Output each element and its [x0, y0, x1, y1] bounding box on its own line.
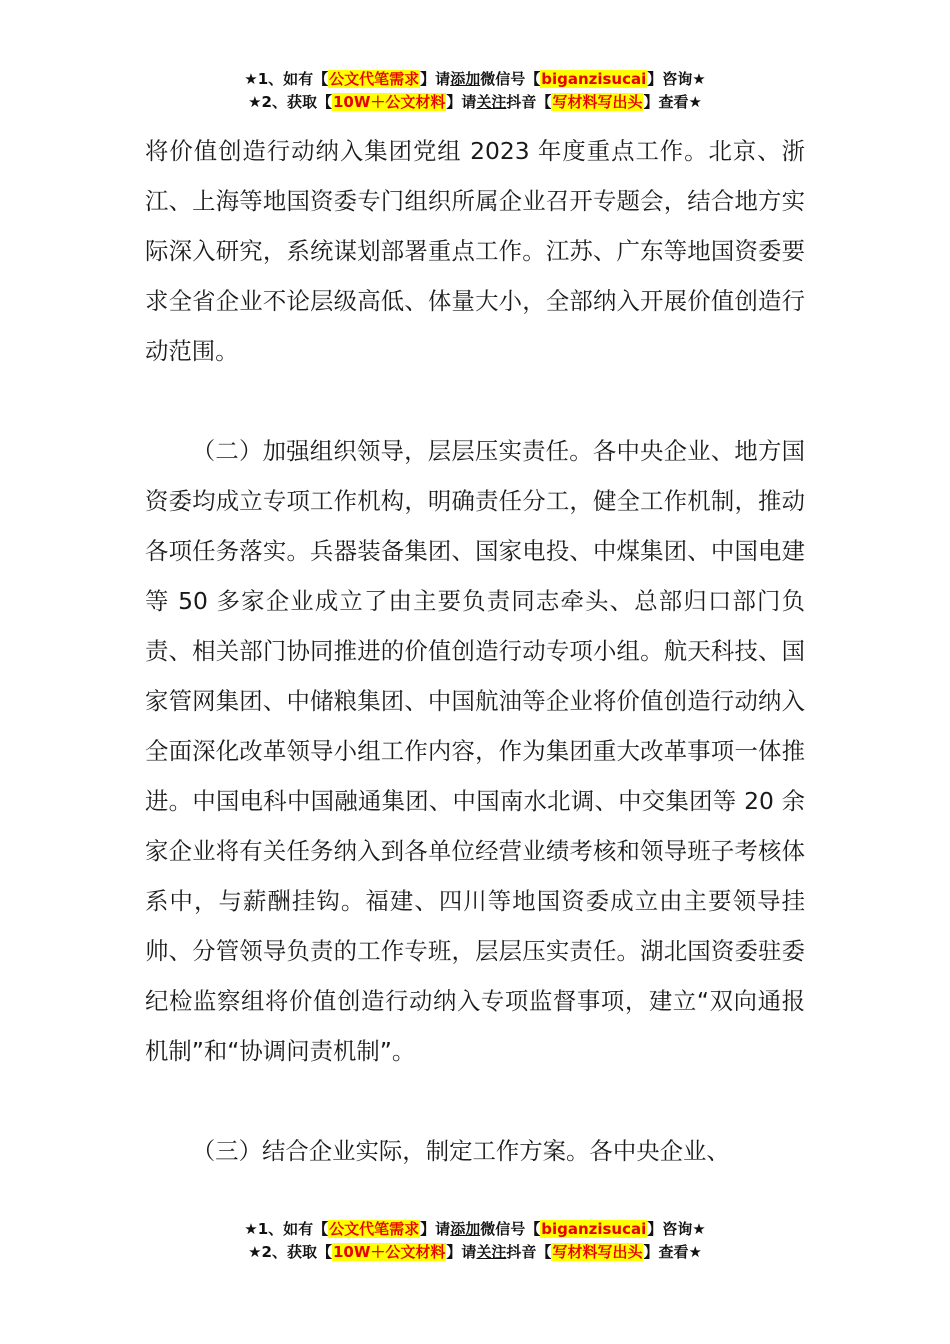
banner-text: 】咨询★	[647, 1220, 706, 1238]
banner-text: ★2、获取【	[248, 1243, 332, 1261]
banner-text: 】请	[446, 1243, 477, 1261]
underlined-text: 关注	[476, 93, 507, 111]
banner-text: 】咨询★	[647, 70, 706, 88]
banner-text: 】请	[446, 93, 477, 111]
paragraph-continued: 将价值创造行动纳入集团党组 2023 年度重点工作。北京、浙江、上海等地国资委专门组织所属企业召开专题会，结合地方实际深入研究，系统谋划部署重点工作。江苏、广东等地国资委要求全省企业不论层级高低、体量大小，全部纳入开展价值创造行动范围。	[145, 137, 805, 365]
highlight-douyin-id: 写材料写出头	[552, 1243, 643, 1261]
banner-text: 】查看★	[643, 1243, 702, 1261]
footer-banner-line-1	[0, 1218, 950, 1241]
footer-banner	[0, 1218, 950, 1264]
footer-banner-line-2	[0, 1241, 950, 1264]
banner-text: 】请	[420, 70, 451, 88]
paragraph-gap	[145, 1076, 805, 1126]
paragraph-gap	[145, 376, 805, 426]
banner-text: 微信号【	[480, 70, 541, 88]
banner-text: 抖音【	[506, 1243, 552, 1261]
document-body	[145, 126, 805, 1176]
underlined-text: 添加	[450, 1220, 481, 1238]
highlight-service: 公文代笔需求	[329, 1220, 420, 1238]
highlight-wechat-id: biganzisucai	[541, 1220, 647, 1238]
banner-text: ★2、获取【	[248, 93, 332, 111]
underlined-text: 关注	[476, 1243, 507, 1261]
paragraph-section-2: （二）加强组织领导，层层压实责任。各中央企业、地方国资委均成立专项工作机构，明确责任分工，健全工作机制，推动各项任务落实。兵器装备集团、国家电投、中煤集团、中国电建等 50 多家企业成立了由主要负责同志牵头、总部归口部门负责、相关部门协同推进的价值创造行动专项小组。航天科技、国家管网集团、中储粮集团、中国航油等企业将价值创造行动纳入全面深化改革领导小组工作内容，作为集团重大改革事项一体推进。中国电科中国融通集团、中国南水北调、中交集团等 20 余家企业将有关任务纳入到各单位经营业绩考核和领导班子考核体系中，与薪酬挂钩。福建、四川等地国资委成立由主要领导挂帅、分管领导负责的工作专班，层层压实责任。湖北国资委驻委纪检监察组将价值创造行动纳入专项监督事项，建立“双向通报机制”和“协调问责机制”。	[145, 437, 805, 1065]
header-banner	[0, 68, 950, 114]
banner-text: 微信号【	[480, 1220, 541, 1238]
banner-text: 】请	[420, 1220, 451, 1238]
highlight-wechat-id: biganzisucai	[541, 70, 647, 88]
header-banner-line-2	[0, 91, 950, 114]
paragraph-section-3-start: （三）结合企业实际，制定工作方案。各中央企业、	[191, 1137, 730, 1165]
banner-text: 抖音【	[506, 93, 552, 111]
highlight-douyin-id: 写材料写出头	[552, 93, 643, 111]
banner-text: ★1、如有【	[244, 70, 329, 88]
underlined-text: 添加	[450, 70, 481, 88]
highlight-materials: 10W＋公文材料	[332, 1243, 446, 1261]
highlight-materials: 10W＋公文材料	[332, 93, 446, 111]
banner-text: ★1、如有【	[244, 1220, 329, 1238]
header-banner-line-1	[0, 68, 950, 91]
banner-text: 】查看★	[643, 93, 702, 111]
highlight-service: 公文代笔需求	[329, 70, 420, 88]
